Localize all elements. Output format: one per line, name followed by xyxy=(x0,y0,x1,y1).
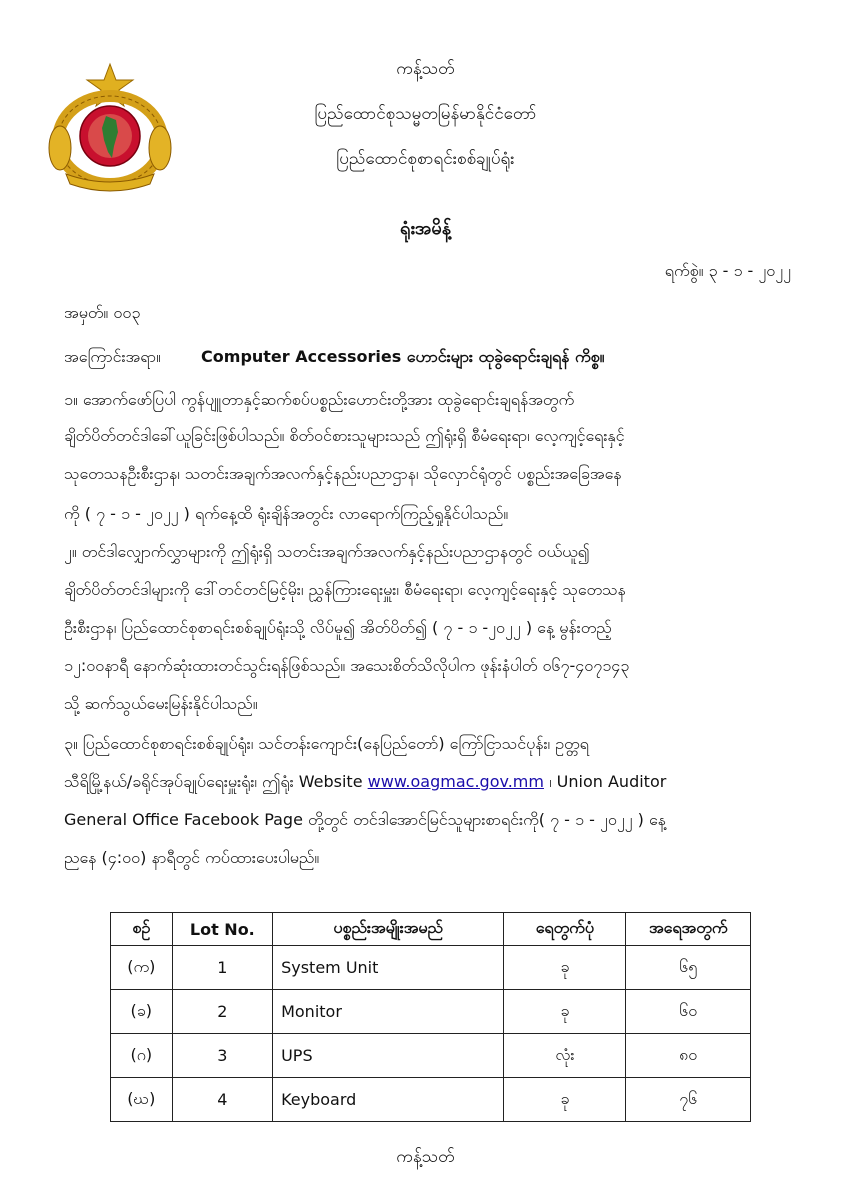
items-table xyxy=(110,912,751,1122)
header-unit: ရေတွက်ပုံ xyxy=(504,913,626,946)
cell-quantity: ၆၀ xyxy=(626,990,751,1034)
paragraph-line: ချိတ်ပိတ်တင်ဒါခေါ်ယူခြင်းဖြစ်ပါသည်။ စိတ်ဝင်စားသူများသည် ဤရုံးရှိ စီမံရေးရာ၊ လေ့ကျင့်ရေးနှင့် xyxy=(64,426,625,445)
paragraph-line: ၂။ တင်ဒါလျှောက်လွှာများကို ဤရုံးရှိ သတင်းအချက်အလက်နှင့်နည်းပညာဌာနတွင် ဝယ်ယူ၍ xyxy=(64,542,590,561)
cell-lot-no: 2 xyxy=(172,990,272,1034)
cell-serial: (ဃ) xyxy=(111,1078,173,1122)
paragraph-line: သို့ ဆက်သွယ်မေးမြန်းနိုင်ပါသည်။ xyxy=(64,694,258,713)
paragraph-line: ဦးစီးဌာန၊ ပြည်ထောင်စုစာရင်းစစ်ချုပ်ရုံးသို့ လိပ်မူ၍ အိတ်ပိတ်၍ ( ၇ - ၁ -၂၀၂၂ ) နေ့ မွန်းတည့် xyxy=(64,618,612,637)
paragraph-line: သုတေသနဦးစီးဌာန၊ သတင်းအချက်အလက်နှင့်နည်းပညာဌာန၊ သိုလှောင်ရုံတွင် ပစ္စည်းအခြေအနေ xyxy=(64,464,622,483)
cell-item-name: Keyboard xyxy=(273,1078,504,1122)
subject-label: အကြောင်းအရာ။ xyxy=(64,347,161,366)
document-number: အမှတ်။ ၀၀၃ xyxy=(64,303,141,322)
cell-unit: ခု xyxy=(504,946,626,990)
notice-title: ရုံးအမိန့် xyxy=(399,218,452,239)
paragraph-line: ညနေ (၄:၀၀) နာရီတွင် ကပ်ထားပေးပါမည်။ xyxy=(64,848,320,867)
table-row xyxy=(111,1034,751,1078)
subject-line xyxy=(64,346,604,370)
cell-item-name: Monitor xyxy=(273,990,504,1034)
cell-lot-no: 3 xyxy=(172,1034,272,1078)
subject-text: Computer Accessories ဟောင်းများ ထုခွဲရောင်းချရန် ကိစ္စ။ xyxy=(201,347,605,366)
paragraph-line: ချိတ်ပိတ်တင်ဒါများကို ဒေါ်တင်တင်မြင့်မိုး၊ ညွှန်ကြားရေးမှူး၊ စီမံရေးရာ၊ လေ့ကျင့်ရေးနှင့် သုတေသန xyxy=(64,580,626,599)
table-row xyxy=(111,990,751,1034)
cell-item-name: UPS xyxy=(273,1034,504,1078)
country-name: ပြည်ထောင်စုသမ္မတမြန်မာနိုင်ငံတော် xyxy=(314,104,537,124)
classification-bottom: ကန့်သတ် xyxy=(396,1147,455,1167)
paragraph-line: ၃။ ပြည်ထောင်စုစာရင်းစစ်ချုပ်ရုံး၊ သင်တန်းကျောင်း(နေပြည်တော်) ကြော်ငြာသင်ပုန်း၊ ဥတ္တရ xyxy=(64,734,589,753)
header-serial: စဉ် xyxy=(111,913,173,946)
cell-unit: ခု xyxy=(504,1078,626,1122)
cell-quantity: ၈၀ xyxy=(626,1034,751,1078)
paragraph-line: ၁၂:၀၀နာရီ နောက်ဆုံးထားတင်သွင်းရန်ဖြစ်သည်။ အသေးစိတ်သိလိုပါက ဖုန်းနံပါတ် ၀၆၇-၄၀၇၁၄၃ xyxy=(64,656,630,675)
paragraph-line: ကို ( ၇ - ၁ - ၂၀၂၂ ) ရက်နေ့ထိ ရုံးချိန်အတွင်း လာရောက်ကြည့်ရှုနိုင်ပါသည်။ xyxy=(64,504,509,523)
website-link[interactable]: www.oagmac.gov.mm xyxy=(367,772,544,791)
cell-quantity: ၆၅ xyxy=(626,946,751,990)
cell-unit: လုံး xyxy=(504,1034,626,1078)
document-date: ရက်စွဲ။ ၃ - ၁ - ၂၀၂၂ xyxy=(664,261,791,280)
header-lot-no: Lot No. xyxy=(172,913,272,946)
table-row xyxy=(111,946,751,990)
cell-lot-no: 1 xyxy=(172,946,272,990)
paragraph-line xyxy=(64,764,666,800)
table-header-row xyxy=(111,913,751,946)
cell-serial: (ဂ) xyxy=(111,1034,173,1078)
paragraph-line: ၁။ အောက်ဖော်ပြပါ ကွန်ပျူတာနှင့်ဆက်စပ်ပစ္စည်းဟောင်းတို့အား ထုခွဲရောင်းချရန်အတွက် xyxy=(64,390,575,409)
cell-item-name: System Unit xyxy=(273,946,504,990)
paragraph-text: ၊ Union Auditor xyxy=(543,772,667,791)
cell-serial: (ခ) xyxy=(111,990,173,1034)
paragraph-text: သီရိမြို့နယ်/ခရိုင်အုပ်ချုပ်ရေးမှူးရုံး၊ ဤရုံး Website xyxy=(64,772,368,791)
table-row xyxy=(111,1078,751,1122)
cell-unit: ခု xyxy=(504,990,626,1034)
classification-top: ကန့်သတ် xyxy=(396,59,455,79)
header-quantity: အရေအတွက် xyxy=(626,913,751,946)
office-name: ပြည်ထောင်စုစာရင်းစစ်ချုပ်ရုံး xyxy=(336,149,515,169)
cell-serial: (က) xyxy=(111,946,173,990)
cell-lot-no: 4 xyxy=(172,1078,272,1122)
cell-quantity: ၇၆ xyxy=(626,1078,751,1122)
paragraph-line: General Office Facebook Page တို့တွင် တင်ဒါအောင်မြင်သူများစာရင်းကို( ၇ - ၁ - ၂၀၂၂ ) နေ့ xyxy=(64,810,666,829)
header-item-name: ပစ္စည်းအမျိုးအမည် xyxy=(273,913,504,946)
